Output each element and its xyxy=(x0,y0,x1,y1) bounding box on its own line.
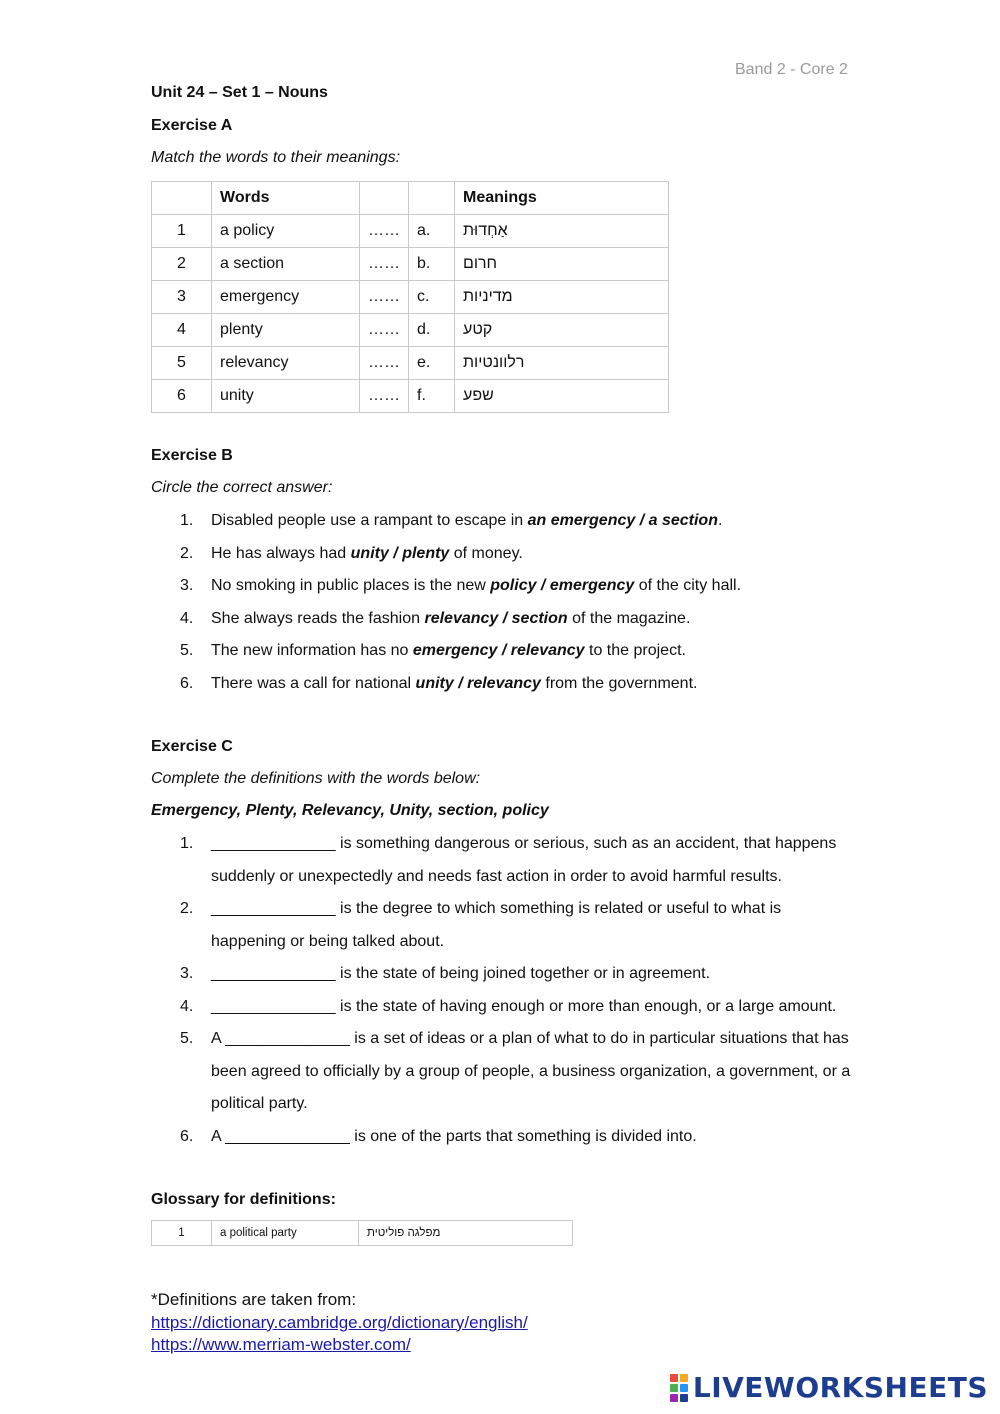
col-blank xyxy=(360,182,409,215)
matching-table xyxy=(151,181,669,413)
row-word: a section xyxy=(212,248,360,281)
exercise-c-heading: Exercise C xyxy=(151,738,233,755)
col-words: Words xyxy=(212,182,360,215)
row-word: relevancy xyxy=(212,347,360,380)
row-number: 5 xyxy=(152,347,212,380)
exercise-b-instruction: Circle the correct answer: xyxy=(151,479,333,496)
item-number: 3. xyxy=(180,577,194,594)
liveworksheets-logo xyxy=(670,1371,988,1404)
item-number: 5. xyxy=(180,642,194,659)
row-letter: c. xyxy=(409,281,455,314)
table-row xyxy=(152,1221,573,1246)
col-num xyxy=(152,182,212,215)
answer-choice[interactable]: emergency / relevancy xyxy=(412,642,585,659)
list-item xyxy=(151,991,851,1024)
table-row xyxy=(152,248,669,281)
row-letter: e. xyxy=(409,347,455,380)
word-bank: Emergency, Plenty, Relevancy, Unity, section, policy xyxy=(151,802,549,819)
item-number: 1. xyxy=(180,512,194,529)
item-number: 2. xyxy=(180,544,194,562)
item-number: 5. xyxy=(180,1030,194,1047)
row-word: a policy xyxy=(212,215,360,248)
row-letter: a. xyxy=(409,215,455,248)
table-row xyxy=(152,347,669,380)
list-item xyxy=(151,538,741,571)
definition-text[interactable]: ______________ is the state of having enough or more than enough, or a large amount. xyxy=(211,997,837,1015)
exercise-b-list xyxy=(151,505,741,700)
definition-text[interactable]: A ______________ is a set of ideas or a plan of what to do in particular situations that has been agreed to officially by a group of people, a business organization, a government, or a political party. xyxy=(211,1030,851,1112)
answer-choice[interactable]: unity / relevancy xyxy=(415,674,541,692)
logo-grid-icon xyxy=(670,1374,688,1402)
row-meaning: קטע xyxy=(455,314,669,347)
row-number: 4 xyxy=(152,314,212,347)
page-title: Unit 24 – Set 1 – Nouns xyxy=(151,84,328,101)
item-text: There was a call for national xyxy=(211,674,416,692)
exercise-c-instruction: Complete the definitions with the words below: xyxy=(151,770,481,787)
row-word: plenty xyxy=(212,314,360,347)
definition-text[interactable]: ______________ is the degree to which something is related or useful to what is happening or being talked about. xyxy=(211,900,782,950)
table-header-row xyxy=(152,182,669,215)
cambridge-link[interactable]: https://dictionary.cambridge.org/dictionary/english/ xyxy=(151,1312,528,1332)
definition-text[interactable]: ______________ is something dangerous or serious, such as an accident, that happens suddenly or unexpectedly and needs fast action in order to avoid harmful results. xyxy=(211,835,837,885)
answer-blank[interactable]: …… xyxy=(360,347,409,380)
answer-choice[interactable]: an emergency / a section xyxy=(527,512,718,529)
glossary-heading: Glossary for definitions: xyxy=(151,1191,336,1208)
definition-text[interactable]: A ______________ is one of the parts that something is divided into. xyxy=(211,1127,697,1145)
row-meaning: שפע xyxy=(455,380,669,413)
item-text: from the government. xyxy=(540,674,698,692)
glossary-term: a political party xyxy=(212,1221,359,1246)
merriam-webster-link[interactable]: https://www.merriam-webster.com/ xyxy=(151,1335,411,1354)
band-label: Band 2 - Core 2 xyxy=(735,61,848,78)
glossary-table xyxy=(151,1220,573,1246)
list-item xyxy=(151,1121,851,1154)
item-text: The new information has no xyxy=(211,642,413,659)
list-item xyxy=(151,635,741,668)
item-text: of the magazine. xyxy=(567,609,691,627)
row-letter: f. xyxy=(409,380,455,413)
answer-blank[interactable]: …… xyxy=(360,380,409,413)
list-item xyxy=(151,570,741,603)
row-word: emergency xyxy=(212,281,360,314)
list-item xyxy=(151,668,741,701)
answer-blank[interactable]: …… xyxy=(360,215,409,248)
exercise-b-heading: Exercise B xyxy=(151,447,233,464)
item-number: 3. xyxy=(180,965,194,982)
item-text: No smoking in public places is the new xyxy=(211,577,491,594)
item-text: She always reads the fashion xyxy=(211,609,425,627)
sources-block xyxy=(151,1289,528,1357)
table-row xyxy=(152,215,669,248)
definition-text[interactable]: ______________ is the state of being joined together or in agreement. xyxy=(211,965,711,982)
row-number: 1 xyxy=(152,215,212,248)
item-number: 2. xyxy=(180,900,194,917)
list-item xyxy=(151,958,851,991)
item-number: 6. xyxy=(180,1127,194,1145)
item-number: 4. xyxy=(180,997,194,1015)
sources-label: *Definitions are taken from: xyxy=(151,1290,357,1309)
table-row xyxy=(152,314,669,347)
row-number: 3 xyxy=(152,281,212,314)
item-text: to the project. xyxy=(584,642,686,659)
item-text: Disabled people use a rampant to escape in xyxy=(211,512,528,529)
list-item xyxy=(151,1023,851,1121)
glossary-number: 1 xyxy=(152,1221,212,1246)
exercise-a-heading: Exercise A xyxy=(151,117,233,134)
item-text: of the city hall. xyxy=(634,577,742,594)
item-text: . xyxy=(717,512,723,529)
answer-blank[interactable]: …… xyxy=(360,248,409,281)
brand-name: LIVEWORKSHEETS xyxy=(692,1371,988,1404)
row-number: 6 xyxy=(152,380,212,413)
row-letter: d. xyxy=(409,314,455,347)
row-letter: b. xyxy=(409,248,455,281)
answer-choice[interactable]: relevancy / section xyxy=(424,609,568,627)
answer-blank[interactable]: …… xyxy=(360,314,409,347)
col-letter xyxy=(409,182,455,215)
row-meaning: אַחְדוּת xyxy=(455,215,669,248)
glossary-translation: מפלגה פוליטית xyxy=(359,1221,573,1246)
row-meaning: מדיניות xyxy=(455,281,669,314)
table-row xyxy=(152,380,669,413)
list-item xyxy=(151,603,741,636)
item-number: 6. xyxy=(180,674,194,692)
exercise-a-instruction: Match the words to their meanings: xyxy=(151,149,401,166)
answer-choice[interactable]: policy / emergency xyxy=(490,577,635,594)
row-number: 2 xyxy=(152,248,212,281)
col-meanings: Meanings xyxy=(455,182,669,215)
item-text: He has always had xyxy=(211,544,351,562)
answer-blank[interactable]: …… xyxy=(360,281,409,314)
answer-choice[interactable]: unity / plenty xyxy=(350,544,450,562)
table-row xyxy=(152,281,669,314)
row-meaning: רלוונטיות xyxy=(455,347,669,380)
item-text: of money. xyxy=(449,544,523,562)
row-meaning: חרום xyxy=(455,248,669,281)
row-word: unity xyxy=(212,380,360,413)
item-number: 1. xyxy=(180,835,194,852)
list-item xyxy=(151,893,851,958)
list-item xyxy=(151,828,851,893)
item-number: 4. xyxy=(180,609,194,627)
exercise-c-list xyxy=(151,828,851,1153)
list-item xyxy=(151,505,741,538)
